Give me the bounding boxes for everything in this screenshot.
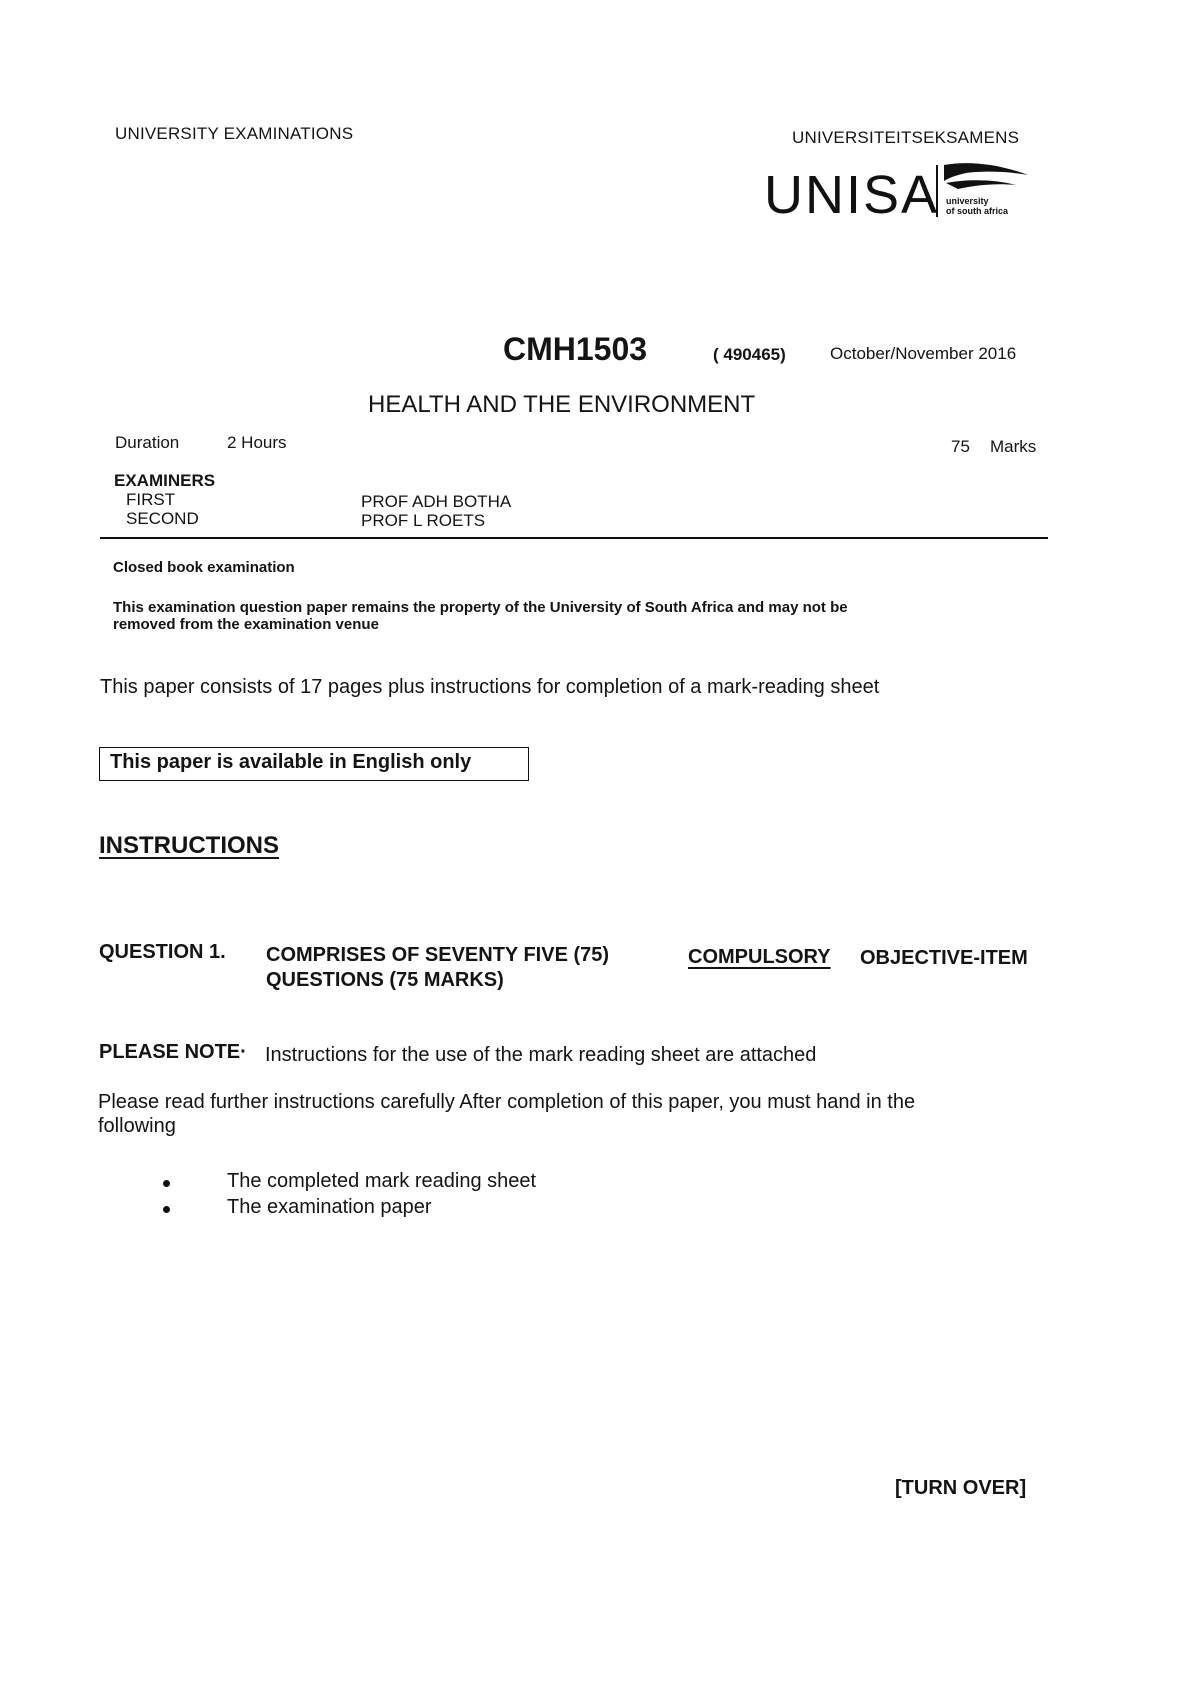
header-divider — [100, 537, 1048, 539]
note-label: PLEASE NOTE· — [99, 1041, 247, 1063]
question-text-b: COMPULSORY — [688, 946, 831, 968]
paper-title: HEALTH AND THE ENVIRONMENT — [368, 391, 756, 418]
language-note: This paper is available in English only — [110, 751, 472, 773]
examiner-first-label: FIRST — [126, 490, 176, 509]
note-text: Instructions for the use of the mark reading sheet are attached — [265, 1044, 817, 1066]
duration-value: 2 Hours — [227, 433, 287, 452]
logo-subtext-2: of south africa — [946, 206, 1009, 216]
question-text-a: COMPRISES OF SEVENTY FIVE (75) — [266, 944, 610, 966]
hand-in-item-2: The examination paper — [227, 1196, 432, 1218]
examiners-heading: EXAMINERS — [114, 471, 216, 490]
examiner-second-label: SECOND — [126, 509, 199, 528]
exam-session: October/November 2016 — [830, 344, 1017, 363]
examiner-second-name: PROF L ROETS — [361, 511, 486, 530]
course-code: CMH1503 — [503, 331, 648, 367]
header-right: UNIVERSITEITSEKSAMENS — [792, 128, 1020, 147]
pages-note: This paper consists of 17 pages plus instructions for completion of a mark-reading sheet — [100, 676, 880, 698]
exam-number: ( 490465) — [713, 345, 786, 364]
further-instructions-line2: following — [98, 1115, 176, 1137]
closed-book-note: Closed book examination — [113, 559, 295, 576]
property-note-line2: removed from the examination venue — [113, 616, 379, 633]
turn-over: [TURN OVER] — [895, 1477, 1027, 1499]
bullet-icon — [163, 1180, 170, 1187]
marks-value: 75 — [951, 437, 970, 456]
marks-label: Marks — [990, 437, 1037, 456]
further-instructions-line1: Please read further instructions carefully After completion of this paper, you must hand in the — [98, 1091, 916, 1113]
header-left: UNIVERSITY EXAMINATIONS — [115, 124, 354, 143]
question-text-c: OBJECTIVE-ITEM — [860, 947, 1028, 969]
hand-in-item-1: The completed mark reading sheet — [227, 1170, 537, 1192]
duration-label: Duration — [115, 433, 180, 452]
bullet-icon — [163, 1206, 170, 1213]
property-note-line1: This examination question paper remains the property of the University of South Africa and may not be — [113, 599, 848, 616]
logo-subtext-1: university — [946, 196, 989, 206]
examiner-first-name: PROF ADH BOTHA — [361, 492, 512, 511]
question-label: QUESTION 1. — [99, 941, 226, 963]
logo-wordmark: UNISA — [764, 165, 940, 225]
instructions-heading: INSTRUCTIONS — [99, 832, 279, 859]
question-line2: QUESTIONS (75 MARKS) — [266, 969, 504, 991]
